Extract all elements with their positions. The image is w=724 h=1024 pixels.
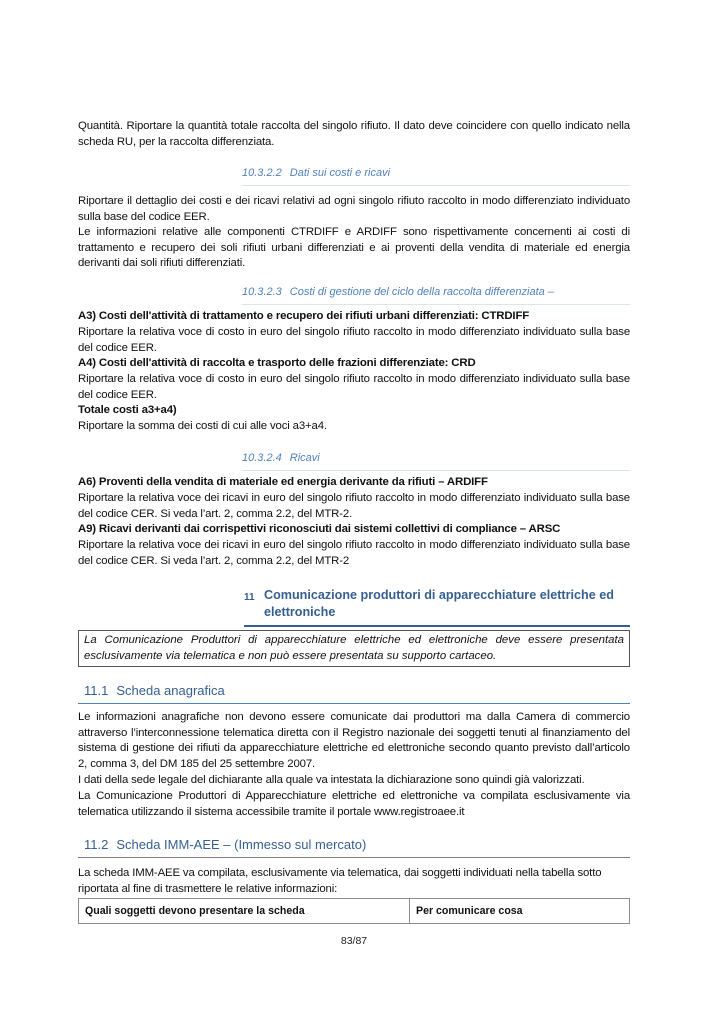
heading-11-1 [78, 682, 630, 704]
heading-title: Ricavi [289, 452, 320, 464]
a9-title: A9) Ricavi derivanti dai corrispettivi riconosciuti dai sistemi collettivi di compliance – ARSC [78, 523, 561, 535]
heading-10-3-2-2 [242, 166, 630, 186]
subjects-table [78, 898, 630, 924]
heading-number: 10.3.2.3 [242, 286, 282, 298]
heading-11-2 [78, 836, 630, 858]
costs-paragraph-1: Riportare il dettaglio dei costi e dei ricavi relativi ad ogni singolo rifiuto raccolto in modo differenziato individuato sulla base del codice EER. [78, 195, 630, 223]
registry-paragraph-2: I dati della sede legale del dichiarante alla quale va intestata la dichiarazione sono quindi già valorizzati. [78, 774, 585, 786]
registry-paragraph-3: La Comunicazione Produttori di Apparecchiature elettriche ed elettroniche va compilata esclusivamente via telematica utilizzando il sistema accessibile tramite il portale www.registroaee.it [78, 790, 630, 818]
telematic-note-box: La Comunicazione Produttori di apparecchiature elettriche ed elettroniche deve essere presentata esclusivamente via telematica e non può essere presentata su supporto cartaceo. [78, 630, 630, 667]
a6-text: Riportare la relativa voce dei ricavi in euro del singolo rifiuto raccolto in modo differenziato individuato sulla base del codice CER. Si veda l’art. 2, comma 2.2, del MTR-2. [78, 492, 630, 520]
a4-title: A4) Costi dell'attività di raccolta e trasporto delle frazioni differenziate: CRD [78, 357, 476, 369]
heading-title: Scheda IMM-AEE – (Immesso sul mercato) [116, 837, 367, 852]
table-header-subjects: Quali soggetti devono presentare la scheda [79, 899, 410, 924]
a4-text: Riportare la relativa voce di costo in euro del singolo rifiuto raccolto in modo differenziato individuato sulla base del codice EER. [78, 373, 630, 401]
heading-title: Dati sui costi e ricavi [289, 167, 391, 179]
heading-number: 11.1 [84, 683, 109, 698]
a3-text: Riportare la relativa voce di costo in euro del singolo rifiuto raccolto in modo differenziato individuato sulla base del codice EER. [78, 326, 630, 354]
imm-aee-paragraph: La scheda IMM-AEE va compilata, esclusivamente via telematica, dai soggetti individuati nella tabella sotto riportata al fine di trasmettere le relative informazioni: [78, 867, 602, 895]
a9-text: Riportare la relativa voce dei ricavi in euro del singolo rifiuto raccolto in modo differenziato individuato sulla base del codice CER. Si veda l’art. 2, comma 2.2, del MTR-2 [78, 539, 630, 567]
page-number: 83/87 [340, 935, 368, 947]
total-text: Riportare la somma dei costi di cui alle voci a3+a4. [78, 420, 327, 432]
heading-10-3-2-3 [242, 285, 630, 305]
heading-title: Comunicazione produttori di apparecchiature elettriche ed elettroniche [264, 588, 614, 619]
heading-number: 10.3.2.4 [242, 452, 282, 464]
heading-number: 11 [244, 592, 255, 603]
heading-number: 10.3.2.2 [242, 167, 282, 179]
table-header-row [79, 899, 630, 924]
heading-11 [244, 587, 630, 627]
intro-paragraph: Quantità. Riportare la quantità totale raccolta del singolo rifiuto. Il dato deve coincidere con quello indicato nella scheda RU, per la raccolta differenziata. [78, 120, 630, 148]
table-header-what: Per comunicare cosa [410, 899, 630, 924]
heading-number: 11.2 [84, 837, 109, 852]
heading-title: Costi di gestione del ciclo della raccolta differenziata – [289, 286, 554, 298]
a3-title: A3) Costi dell'attività di trattamento e recupero dei rifiuti urbani differenziati: CTRDIFF [78, 310, 530, 322]
total-title: Totale costi a3+a4) [78, 404, 177, 416]
a6-title: A6) Proventi della vendita di materiale ed energia derivante da rifiuti – ARDIFF [78, 476, 488, 488]
registry-paragraph-1: Le informazioni anagrafiche non devono essere comunicate dai produttori ma dalla Camera di commercio attraverso l’interconnessione telematica diretta con il Registro nazionale dei soggetti tenuti al finanziamento del sistema di gestione dei rifiuti da apparecchiature elettriche ed elettroniche secondo quanto previsto dall’articolo 2, comma 3, del DM 185 del 25 settembre 2007. [78, 711, 630, 770]
heading-10-3-2-4 [242, 451, 630, 471]
costs-paragraph-2: Le informazioni relative alle componenti CTRDIFF e ARDIFF sono rispettivamente concernenti ai costi di trattamento e recupero dei soli rifiuti urbani differenziati e ai proventi della vendita di materiale ed energia derivanti dai soli rifiuti differenziati. [78, 226, 630, 270]
heading-title: Scheda anagrafica [116, 683, 225, 698]
